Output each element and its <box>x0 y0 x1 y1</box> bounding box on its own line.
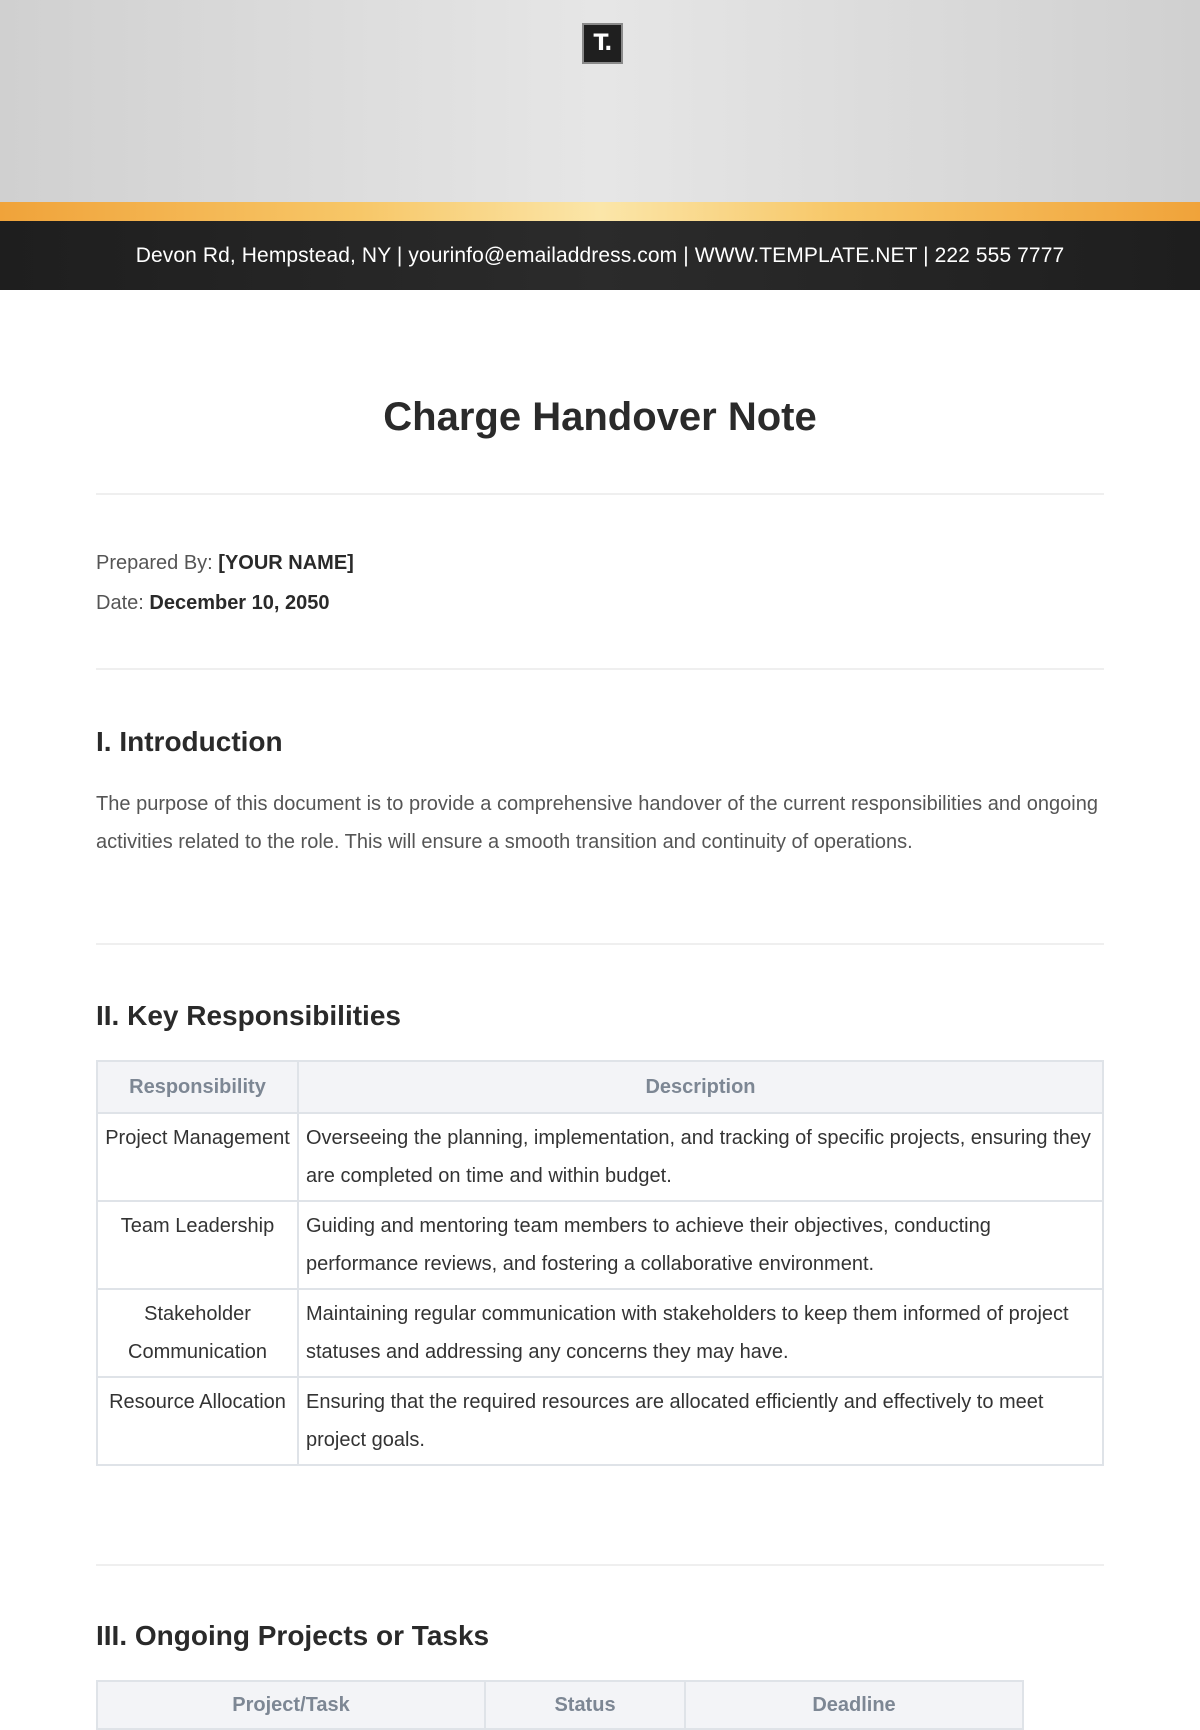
prepared-by-line <box>96 552 354 575</box>
prepared-by-label: Prepared By: <box>96 552 213 574</box>
column-header-project-task: Project/Task <box>97 1681 485 1729</box>
section-heading-introduction: I. Introduction <box>96 726 283 757</box>
divider <box>96 1564 1104 1566</box>
date-value: December 10, 2050 <box>149 592 330 614</box>
table-row <box>97 1201 1103 1289</box>
responsibility-cell: Team Leadership <box>97 1201 298 1289</box>
section-heading-projects: III. Ongoing Projects or Tasks <box>96 1620 490 1651</box>
column-header-description: Description <box>298 1061 1103 1113</box>
divider <box>96 668 1104 670</box>
table-row <box>97 1289 1103 1377</box>
column-header-responsibility: Responsibility <box>97 1061 298 1113</box>
header-band <box>0 0 1200 202</box>
prepared-by-value: [YOUR NAME] <box>218 552 354 574</box>
column-header-deadline: Deadline <box>685 1681 1023 1729</box>
introduction-text: The purpose of this document is to provide a comprehensive handover of the current responsibilities and ongoing activities related to the role. This will ensure a smooth transition and continuity of operations. <box>96 793 1098 853</box>
divider <box>96 943 1104 945</box>
contact-info: Devon Rd, Hempstead, NY | yourinfo@emailaddress.com | WWW.TEMPLATE.NET | 222 555 7777 <box>135 243 1065 267</box>
date-line <box>96 592 330 615</box>
projects-table <box>96 1680 1024 1730</box>
accent-stripe <box>0 202 1200 221</box>
table-header-row <box>97 1061 1103 1113</box>
description-cell: Maintaining regular communication with stakeholders to keep them informed of project statuses and addressing any concerns they may have. <box>298 1289 1103 1377</box>
column-header-status: Status <box>485 1681 685 1729</box>
description-cell: Overseeing the planning, implementation, and tracking of specific projects, ensuring they are completed on time and within budget. <box>298 1113 1103 1201</box>
responsibility-cell: Project Management <box>97 1113 298 1201</box>
page-title: Charge Handover Note <box>383 395 817 439</box>
description-cell: Guiding and mentoring team members to achieve their objectives, conducting performance reviews, and fostering a collaborative environment. <box>298 1201 1103 1289</box>
responsibility-cell: Resource Allocation <box>97 1377 298 1465</box>
contact-bar <box>0 221 1200 290</box>
responsibility-cell: Stakeholder Communication <box>97 1289 298 1377</box>
table-row <box>97 1377 1103 1465</box>
divider <box>96 493 1104 495</box>
table-header-row <box>97 1681 1023 1729</box>
responsibilities-table <box>96 1060 1104 1466</box>
description-cell: Ensuring that the required resources are allocated efficiently and effectively to meet project goals. <box>298 1377 1103 1465</box>
company-logo: T. <box>582 23 623 64</box>
table-row <box>97 1113 1103 1201</box>
section-heading-responsibilities: II. Key Responsibilities <box>96 1000 401 1031</box>
date-label: Date: <box>96 592 144 614</box>
